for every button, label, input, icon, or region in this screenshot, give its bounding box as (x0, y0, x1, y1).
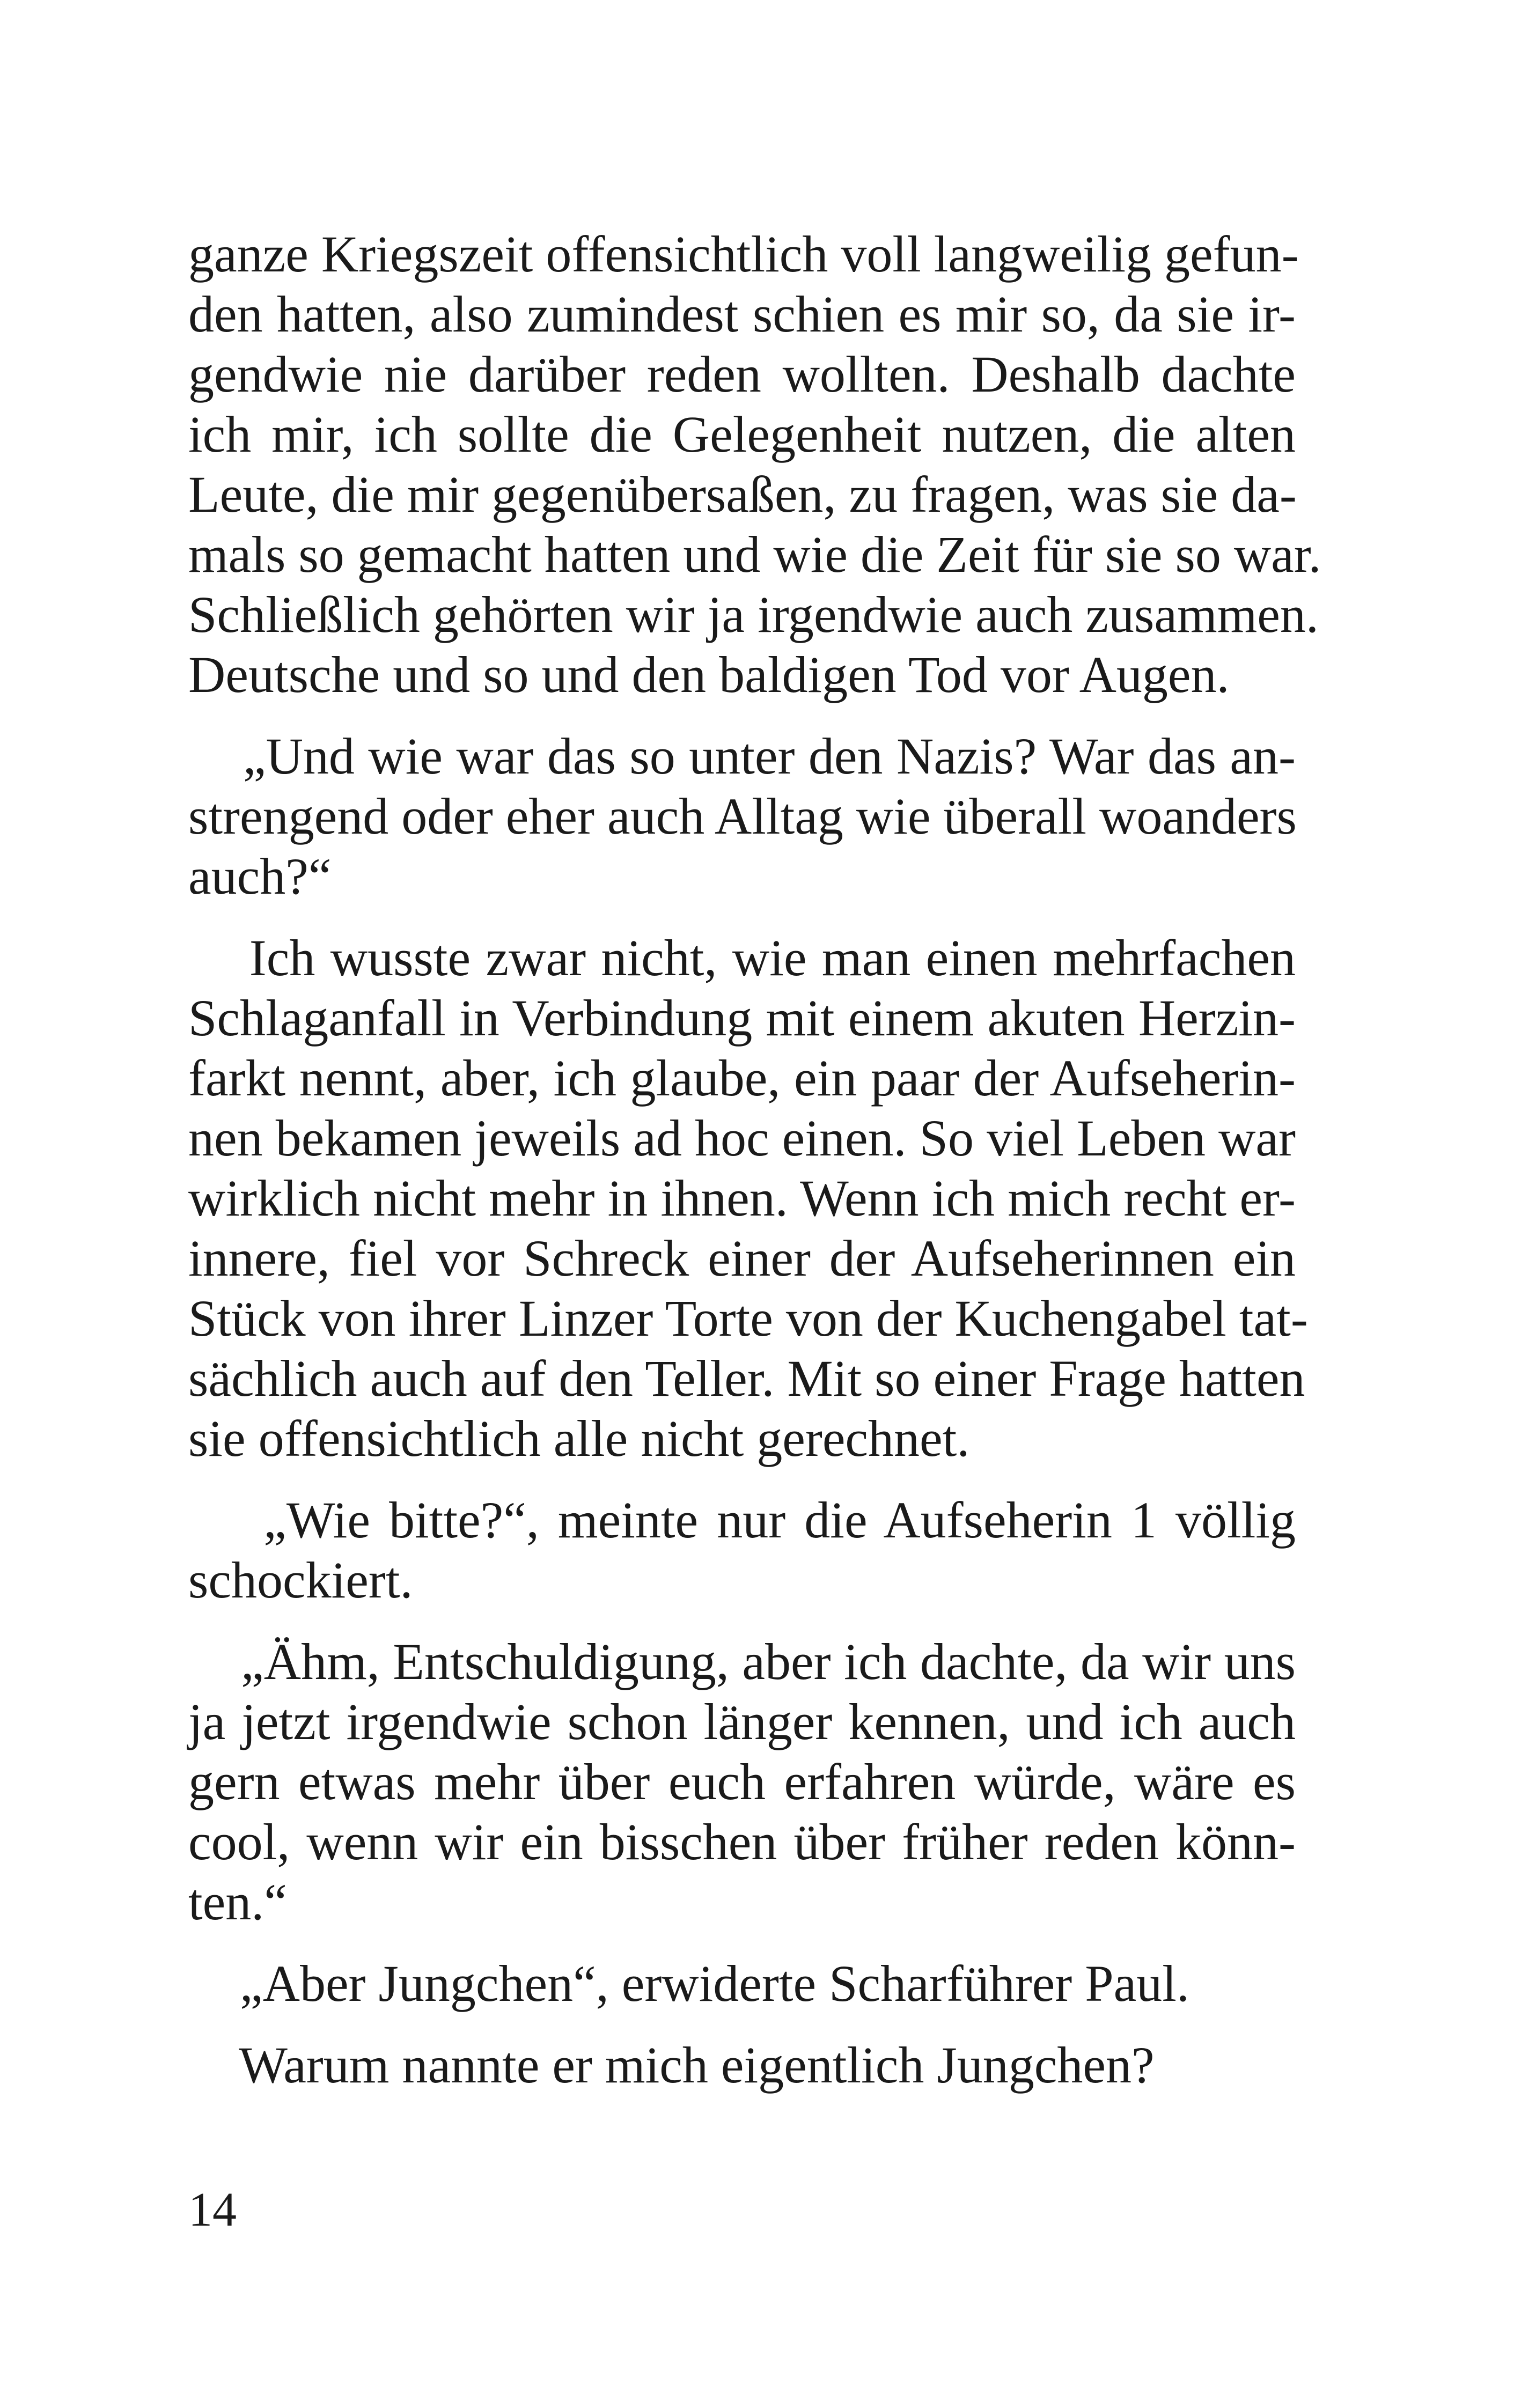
text-line: ganze Kriegszeit offensichtlich voll langweilig gefun- (188, 225, 1299, 283)
text-line: „Ähm, Entschuldigung, aber ich dachte, da wir uns (188, 1633, 1296, 1690)
text-line: gendwie nie darüber reden wollten. Deshalb dachte (188, 345, 1296, 403)
paragraph (188, 928, 1308, 1469)
text-line: sie offensichtlich alle nicht gerechnet. (188, 1410, 970, 1467)
text-line: Schlaganfall in Verbindung mit einem akuten Herzin- (188, 989, 1296, 1047)
text-line: den hatten, also zumindest schien es mir so, da sie ir- (188, 285, 1296, 343)
text-line: Warum nannte er mich eigentlich Jungchen? (188, 2036, 1155, 2094)
text-line: mals so gemacht hatten und wie die Zeit für sie so war. (188, 526, 1321, 583)
text-line: farkt nennt, aber, ich glaube, ein paar der Aufseherin- (188, 1049, 1296, 1107)
text-line: Stück von ihrer Linzer Torte von der Kuchengabel tat- (188, 1290, 1308, 1347)
text-line: innere, fiel vor Schreck einer der Aufseherinnen ein (188, 1229, 1296, 1287)
text-line: wirklich nicht mehr in ihnen. Wenn ich mich recht er- (188, 1169, 1296, 1227)
text-line: „Und wie war das so unter den Nazis? War das an- (188, 727, 1296, 785)
text-line: cool, wenn wir ein bisschen über früher reden könn- (188, 1813, 1296, 1871)
text-line: ja jetzt irgendwie schon länger kennen, und ich auch (188, 1693, 1296, 1750)
text-line: sächlich auch auf den Teller. Mit so einer Frage hatten (188, 1350, 1305, 1407)
text-line: Deutsche und so und den baldigen Tod vor Augen. (188, 646, 1230, 703)
text-line: ten.“ (188, 1873, 287, 1931)
text-line: Ich wusste zwar nicht, wie man einen mehrfachen (188, 929, 1296, 986)
body-text (188, 224, 1321, 2095)
text-line: nen bekamen jeweils ad hoc einen. So viel Leben war (188, 1109, 1296, 1167)
text-line: schockiert. (188, 1551, 413, 1609)
paragraph (188, 1954, 1296, 2014)
text-line: Schließlich gehörten wir ja irgendwie auch zusammen. (188, 586, 1319, 643)
page-number: 14 (188, 2183, 237, 2236)
paragraph (188, 1490, 1296, 1610)
text-line: Leute, die mir gegenübersaßen, zu fragen, was sie da- (188, 466, 1297, 523)
paragraph (188, 224, 1321, 705)
paragraph (188, 2035, 1296, 2095)
text-line: „Aber Jungchen“, erwiderte Scharführer Paul. (188, 1955, 1189, 2012)
text-line: ich mir, ich sollte die Gelegenheit nutzen, die alten (188, 406, 1296, 463)
text-line: strengend oder eher auch Alltag wie überall woanders (188, 787, 1297, 845)
text-line: „Wie bitte?“, meinte nur die Aufseherin 1 völlig (188, 1491, 1296, 1549)
paragraph (188, 1632, 1296, 1932)
text-line: auch?“ (188, 848, 332, 905)
text-line: gern etwas mehr über euch erfahren würde, wäre es (188, 1753, 1296, 1810)
paragraph (188, 726, 1296, 907)
